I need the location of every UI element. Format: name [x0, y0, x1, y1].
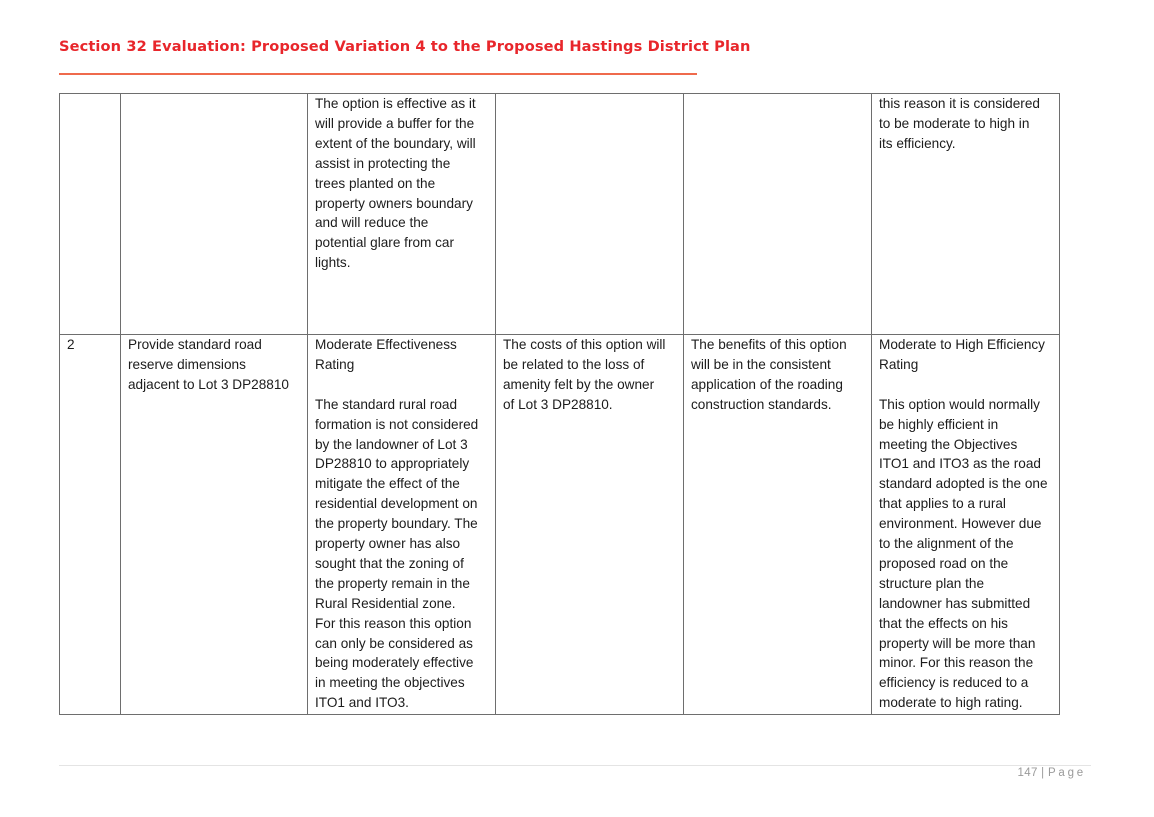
effectiveness-rating: Moderate Effectiveness Rating: [315, 337, 457, 372]
header-divider: [59, 73, 697, 75]
option-number: 2: [67, 337, 75, 352]
paragraph-spacer: [879, 375, 1053, 395]
efficiency-cell: [872, 94, 1060, 335]
costs-cell: [496, 94, 684, 335]
table-row: [60, 335, 1060, 715]
effectiveness-text: The option is effective as it will provide a buffer for the extent of the boundary, will assist in protecting the trees planted on the property owners boundary and will reduce the potential glare from car lights.: [315, 96, 476, 271]
effectiveness-cell: [308, 94, 496, 335]
efficiency-cell: [872, 335, 1060, 715]
footer-divider: [59, 765, 1091, 766]
evaluation-table: [59, 93, 1060, 715]
option-description-cell: [121, 335, 308, 715]
table-row: [60, 94, 1060, 335]
effectiveness-text: The standard rural road formation is not considered by the landowner of Lot 3 DP28810 to appropriately mitigate the effect of the residential development on the property boundary. The property owner has also sought that the zoning of the property remain in the Rural Residential zone. For this reason this option can only be considered as being moderately effective in meeting the objectives ITO1 and ITO3.: [315, 396, 479, 711]
page-number: 147: [1017, 767, 1038, 779]
benefits-cell: [684, 335, 872, 715]
page-footer: [1018, 767, 1086, 779]
option-description: Provide standard road reserve dimensions adjacent to Lot 3 DP28810: [128, 337, 289, 392]
paragraph-spacer: [315, 375, 489, 395]
option-number-cell: [60, 94, 121, 335]
option-description-cell: [121, 94, 308, 335]
costs-cell: [496, 335, 684, 715]
page-separator: |: [1041, 767, 1045, 779]
costs-text: The costs of this option will be related to the loss of amenity felt by the owner of Lot 3 DP28810.: [503, 337, 666, 412]
efficiency-rating: Moderate to High Efficiency Rating: [879, 337, 1045, 372]
effectiveness-cell: [308, 335, 496, 715]
option-number-cell: [60, 335, 121, 715]
page-label: Page: [1047, 767, 1086, 779]
efficiency-text: This option would normally be highly efficient in meeting the Objectives ITO1 and ITO3 as the road standard adopted is the one that applies to a rural environment. However due to the alignment of the proposed road on the structure plan the landowner has submitted that the effects on his property will be more than minor. For this reason the efficiency is reduced to a moderate to high rating.: [879, 396, 1048, 711]
document-header-title: Section 32 Evaluation: Proposed Variation 4 to the Proposed Hastings District Plan: [59, 38, 751, 55]
benefits-text: The benefits of this option will be in the consistent application of the roading construction standards.: [691, 337, 847, 412]
efficiency-text: this reason it is considered to be moderate to high in its efficiency.: [879, 96, 1040, 151]
benefits-cell: [684, 94, 872, 335]
